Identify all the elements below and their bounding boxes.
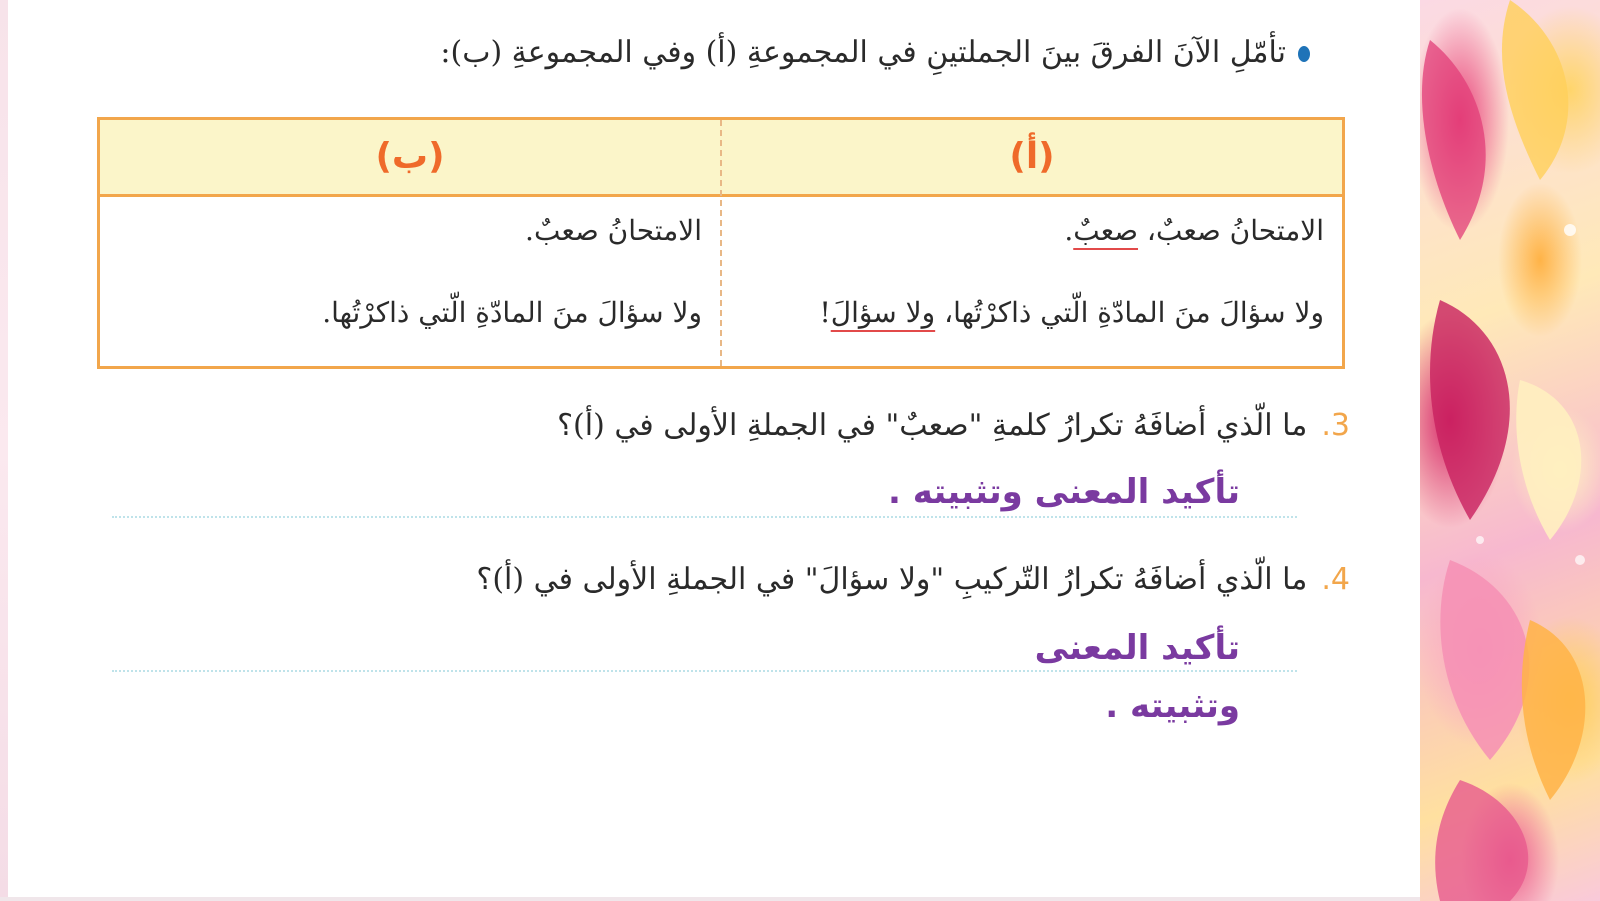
- answer-3-line: [112, 516, 1297, 518]
- diamond-bullet-icon: [1298, 46, 1310, 62]
- question-3-number: 3.: [1321, 408, 1350, 443]
- flower-decoration: [1420, 0, 1600, 901]
- question-4-text: ما الّذي أضافَهُ تكرارُ التّركيبِ "ولا سؤالَ" في الجملةِ الأولى في (أ)؟: [476, 562, 1308, 597]
- page-heading: [410, 28, 1310, 78]
- bottom-border: [0, 897, 1420, 901]
- comparison-table: [97, 117, 1345, 369]
- question-4: [476, 562, 1350, 597]
- heading-text: تأمّلِ الآنَ الفرقَ بينَ الجملتينِ في المجموعةِ (أ) وفي المجموعةِ (ب):: [440, 35, 1286, 70]
- cell-b-line-1: الامتحانُ صعبٌ.: [525, 214, 702, 247]
- cell-b-line-2: ولا سؤالَ منَ المادّةِ الّتي ذاكرْتُها.: [322, 296, 702, 329]
- answer-3: تأكيد المعنى وتثبيته .: [888, 472, 1240, 512]
- cell-a-line-1-underlined: صعبٌ: [1073, 214, 1139, 247]
- cell-a-line-2: [819, 296, 1324, 329]
- left-border-strip: [0, 0, 8, 901]
- cell-a-line-1-end: .: [1064, 214, 1074, 247]
- flower-petals-graphic: [1420, 0, 1600, 901]
- cell-a-line-1: [1064, 214, 1324, 247]
- answer-4-line-2: وتثبيته .: [1105, 686, 1240, 726]
- cell-a-line-2-underlined: ولا سؤالَ: [830, 296, 936, 329]
- cell-a-line-2-end: !: [819, 296, 831, 329]
- answer-4-line-1: تأكيد المعنى: [1034, 628, 1240, 668]
- question-3-text: ما الّذي أضافَهُ تكرارُ كلمةِ "صعبٌ" في الجملةِ الأولى في (أ)؟: [557, 408, 1308, 443]
- answer-4-line: [112, 670, 1297, 672]
- column-divider: [720, 120, 722, 366]
- cell-a-line-2-part-1: ولا سؤالَ منَ المادّةِ الّتي ذاكرْتُها،: [935, 296, 1324, 329]
- question-3: [557, 408, 1350, 443]
- question-4-number: 4.: [1321, 562, 1350, 597]
- header-group-b: (ب): [375, 136, 445, 177]
- header-group-a: (أ): [1009, 136, 1055, 177]
- cell-a-line-1-part-1: الامتحانُ صعبٌ،: [1138, 214, 1324, 247]
